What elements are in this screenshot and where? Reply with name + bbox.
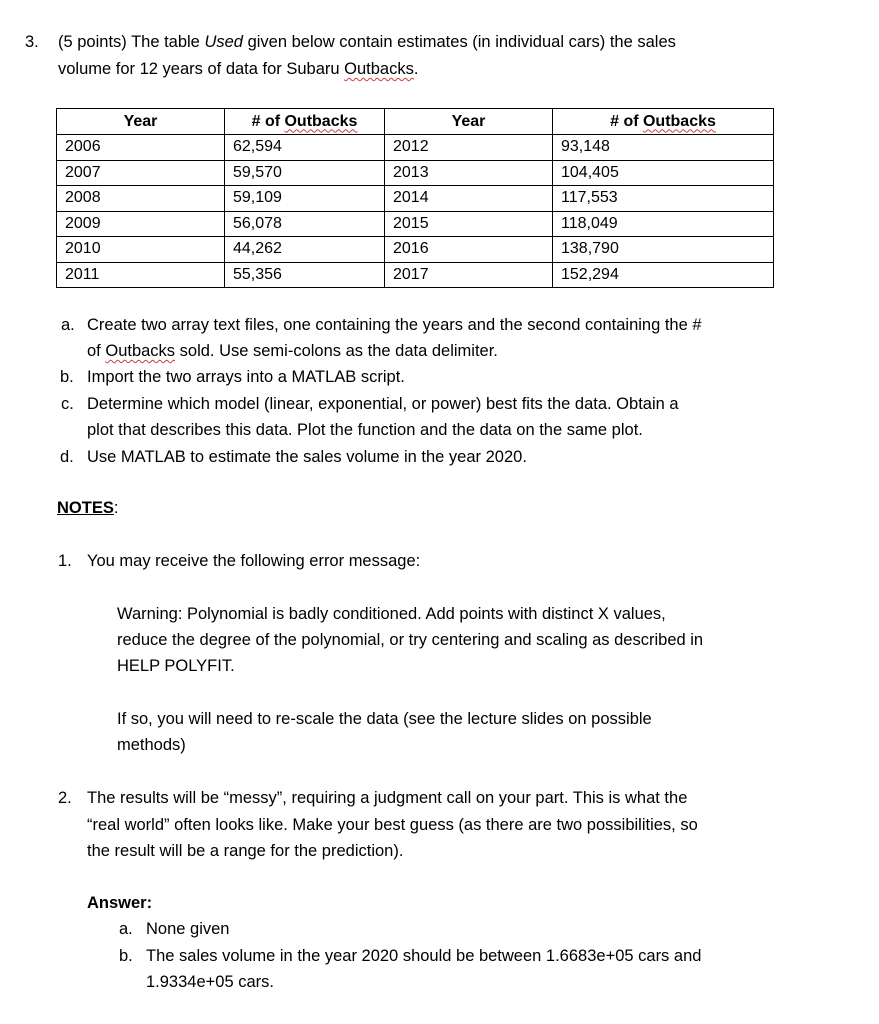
header-outbacks-2-word: Outbacks [642, 112, 716, 130]
table-row [57, 211, 774, 237]
table-cell: 44,262 [225, 237, 385, 263]
table-cell: 2007 [57, 160, 225, 186]
warning-line-3: HELP POLYFIT. [117, 657, 235, 675]
answer-b-line-1: The sales volume in the year 2020 should be between 1.6683e+05 cars and [146, 947, 702, 965]
answer-a-text: None given [146, 920, 230, 938]
table-cell: 56,078 [225, 211, 385, 237]
answer-b-label: b. [119, 947, 133, 965]
rescale-line-2: methods) [117, 736, 186, 754]
table-cell: 2008 [57, 186, 225, 212]
question-number: 3. [25, 33, 39, 51]
table-row [57, 237, 774, 263]
task-a-line-2 [87, 342, 498, 361]
warning-line-2: reduce the degree of the polynomial, or try centering and scaling as described in [117, 631, 704, 649]
table-row [57, 135, 774, 161]
table-cell: 93,148 [553, 135, 774, 161]
table-row [57, 262, 774, 288]
task-c-line-2: plot that describes this data. Plot the function and the data on the same plot. [87, 421, 643, 439]
question-line-1 [58, 33, 676, 52]
table-cell: 138,790 [553, 237, 774, 263]
spellcheck-word: Outbacks [105, 342, 176, 360]
warning-line-1: Warning: Polynomial is badly conditioned. Add points with distinct X values, [117, 605, 666, 623]
table-name: Used [204, 33, 243, 51]
note-2-line-1: The results will be “messy”, requiring a judgment call on your part. This is what the [87, 789, 688, 807]
header-year-1: Year [57, 109, 225, 135]
question-line-2-start: volume for 12 years of data for Subaru [58, 60, 345, 78]
question-line-1-end: given below contain estimates (in individual cars) the sales [242, 33, 676, 51]
table-cell: 62,594 [225, 135, 385, 161]
task-b-label: b. [60, 368, 74, 386]
table-row [57, 186, 774, 212]
table-cell: 59,570 [225, 160, 385, 186]
table-cell: 2013 [385, 160, 553, 186]
note-2-line-2: “real world” often looks like. Make your best guess (as there are two possibilities, so [87, 816, 698, 834]
answer-a-label: a. [119, 920, 133, 938]
table-cell: 2006 [57, 135, 225, 161]
notes-heading-text: NOTES [57, 499, 114, 517]
sales-table [56, 108, 774, 288]
header-year-2: Year [385, 109, 553, 135]
table-cell: 2017 [385, 262, 553, 288]
task-c-line-1: Determine which model (linear, exponential, or power) best fits the data. Obtain a [87, 395, 679, 413]
note-2-line-3: the result will be a range for the prediction). [87, 842, 404, 860]
task-a-line-1: Create two array text files, one containing the years and the second containing the # [87, 316, 702, 334]
answer-b-line-2: 1.9334e+05 cars. [146, 973, 274, 991]
spellcheck-word: Outbacks [344, 60, 414, 78]
header-outbacks-2-prefix: # of [610, 112, 643, 130]
task-a-line-2-end: sold. Use semi-colons as the data delimiter. [175, 342, 498, 360]
table-cell: 104,405 [553, 160, 774, 186]
task-a-label: a. [61, 316, 75, 334]
note-1-label: 1. [58, 552, 72, 570]
task-b-text: Import the two arrays into a MATLAB script. [87, 368, 405, 386]
table-cell: 2009 [57, 211, 225, 237]
header-outbacks-1-prefix: # of [251, 112, 285, 130]
table-cell: 2016 [385, 237, 553, 263]
table-header-row [57, 109, 774, 135]
table-cell: 117,553 [553, 186, 774, 212]
question-line-1-start: (5 points) The table [58, 33, 205, 51]
notes-heading [57, 499, 118, 518]
task-d-label: d. [60, 448, 74, 466]
header-outbacks-1-word: Outbacks [284, 112, 358, 130]
table-cell: 152,294 [553, 262, 774, 288]
table-row [57, 160, 774, 186]
note-2-label: 2. [58, 789, 72, 807]
table-cell: 2010 [57, 237, 225, 263]
task-d-text: Use MATLAB to estimate the sales volume in the year 2020. [87, 448, 527, 466]
answer-heading: Answer: [87, 894, 153, 912]
question-line-2 [58, 60, 418, 79]
table-cell: 2012 [385, 135, 553, 161]
task-c-label: c. [61, 395, 74, 413]
rescale-line-1: If so, you will need to re-scale the data (see the lecture slides on possible [117, 710, 652, 728]
task-a-line-2-start: of [87, 342, 106, 360]
table-cell: 118,049 [553, 211, 774, 237]
header-outbacks-2 [553, 109, 774, 135]
table-cell: 59,109 [225, 186, 385, 212]
table-cell: 2014 [385, 186, 553, 212]
question-line-2-end: . [413, 60, 419, 78]
note-1-text: You may receive the following error message: [87, 552, 421, 570]
notes-heading-colon: : [113, 499, 119, 517]
header-outbacks-1 [225, 109, 385, 135]
table-cell: 2015 [385, 211, 553, 237]
table-cell: 2011 [57, 262, 225, 288]
table-cell: 55,356 [225, 262, 385, 288]
